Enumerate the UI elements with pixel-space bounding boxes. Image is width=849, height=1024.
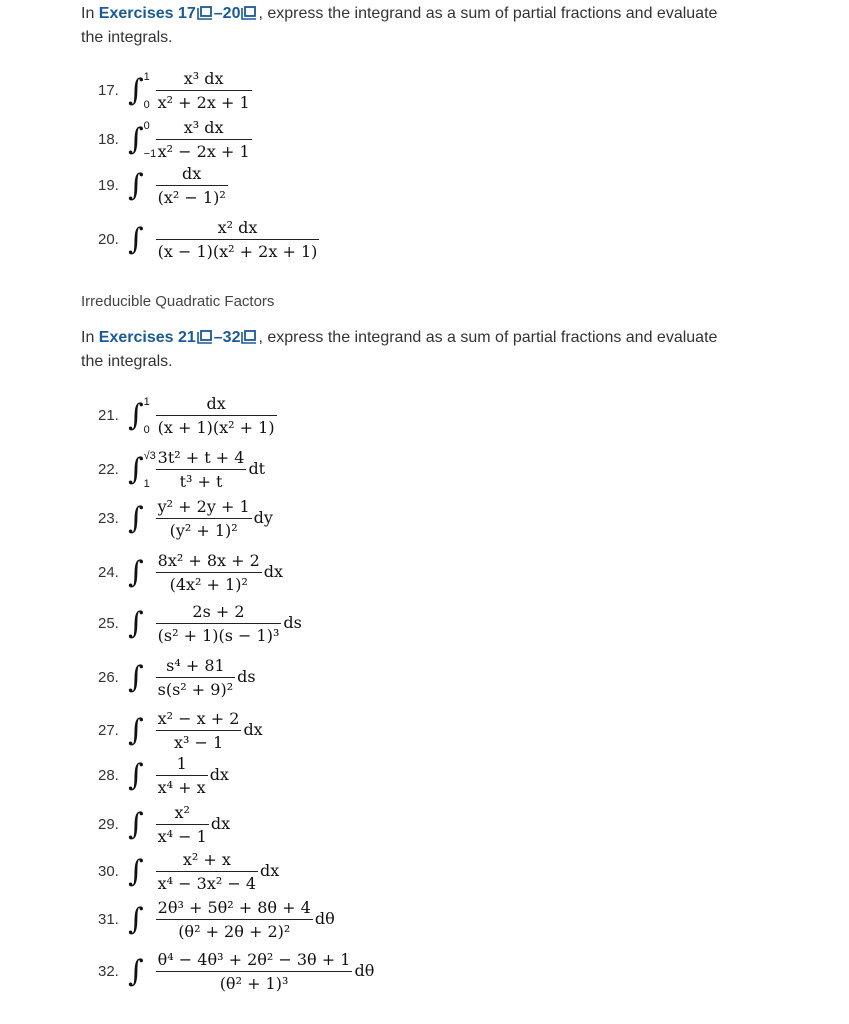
denominator: (y² + 1)² bbox=[156, 518, 252, 542]
problem-integral bbox=[128, 896, 335, 943]
integral-limits bbox=[144, 852, 156, 892]
integral-sign: ∫ bbox=[128, 222, 144, 257]
exercises-17-link[interactable]: Exercises 17 bbox=[98, 5, 196, 22]
integral-sign: ∫ bbox=[128, 954, 144, 989]
differential: dx bbox=[263, 562, 284, 581]
integrand-fraction bbox=[156, 495, 252, 542]
problem-number: 21. bbox=[98, 407, 119, 424]
numerator: dx bbox=[206, 394, 226, 413]
problem-integral bbox=[128, 446, 265, 493]
numerator: 8x² + 8x + 2 bbox=[157, 551, 260, 570]
exercises-20-link[interactable]: –20 bbox=[213, 5, 241, 22]
denominator: x³ − 1 bbox=[156, 730, 242, 754]
differential: dx bbox=[210, 814, 231, 833]
integrand-fraction bbox=[156, 752, 208, 799]
problem-number: 28. bbox=[98, 767, 119, 784]
denominator: s(s² + 9)² bbox=[156, 677, 236, 701]
differential: dx bbox=[243, 720, 263, 739]
denominator: x² + 2x + 1 bbox=[156, 90, 252, 114]
problem-integral bbox=[128, 654, 256, 701]
problem-integral bbox=[128, 162, 230, 209]
problem-number: 30. bbox=[98, 863, 119, 880]
integrand-fraction bbox=[156, 848, 258, 895]
denominator: x² − 2x + 1 bbox=[156, 139, 252, 163]
numerator: 2θ³ + 5θ² + 8θ + 4 bbox=[157, 898, 311, 917]
integral-limits bbox=[144, 120, 156, 160]
integral-limits bbox=[144, 166, 156, 206]
lower-limit: 0 bbox=[143, 423, 150, 436]
integrand-fraction bbox=[156, 801, 209, 848]
problem-number: 19. bbox=[98, 177, 119, 194]
denominator: (θ² + 2θ + 2)² bbox=[156, 919, 313, 943]
integrand-fraction bbox=[156, 392, 277, 439]
problem-integral bbox=[128, 848, 279, 895]
problem-number: 24. bbox=[98, 564, 119, 581]
denominator: x⁴ − 1 bbox=[156, 824, 209, 848]
problem-integral bbox=[128, 752, 229, 799]
problem-integral bbox=[128, 707, 263, 754]
numerator: dx bbox=[182, 164, 202, 183]
problem-number: 27. bbox=[98, 722, 119, 739]
differential: dx bbox=[260, 861, 280, 880]
integral-limits bbox=[144, 71, 156, 111]
integral-sign: ∫ bbox=[128, 501, 144, 536]
integral-sign: ∫ bbox=[128, 73, 144, 108]
integral-limits bbox=[144, 756, 156, 796]
denominator: (s² + 1)(s − 1)³ bbox=[156, 623, 282, 647]
problem-number: 25. bbox=[98, 615, 119, 632]
integrand-fraction bbox=[156, 67, 252, 114]
numerator: x³ dx bbox=[183, 69, 224, 88]
upper-limit: 1 bbox=[143, 70, 150, 83]
problem-integral bbox=[128, 67, 254, 114]
differential: dy bbox=[253, 508, 273, 527]
integrand-fraction bbox=[156, 116, 252, 163]
problem-number: 31. bbox=[98, 911, 119, 928]
problem-integral bbox=[128, 948, 374, 995]
integral-limits bbox=[144, 604, 156, 644]
integrand-fraction bbox=[156, 549, 262, 596]
numerator: y² + 2y + 1 bbox=[157, 497, 250, 516]
integral-limits bbox=[144, 658, 156, 698]
integral-sign: ∫ bbox=[128, 807, 144, 842]
denominator: (4x² + 1)² bbox=[156, 572, 262, 596]
problem-number: 20. bbox=[98, 231, 119, 248]
integrand-fraction bbox=[156, 162, 228, 209]
problem-integral bbox=[128, 216, 321, 263]
book-icon[interactable] bbox=[241, 6, 257, 20]
differential: ds bbox=[237, 667, 256, 686]
exercises-21-link[interactable]: Exercises 21 bbox=[98, 329, 196, 346]
denominator: (x − 1)(x² + 2x + 1) bbox=[156, 239, 320, 263]
denominator: x⁴ + x bbox=[156, 775, 208, 799]
section-heading: Irreducible Quadratic Factors bbox=[81, 293, 275, 310]
denominator: x⁴ − 3x² − 4 bbox=[156, 871, 258, 895]
upper-limit: 0 bbox=[143, 119, 150, 132]
differential: dθ bbox=[314, 909, 335, 928]
integral-limits bbox=[144, 711, 156, 751]
differential: dt bbox=[248, 459, 266, 478]
integrand-fraction bbox=[156, 654, 236, 701]
integrand-fraction bbox=[156, 948, 353, 995]
denominator: (x² − 1)² bbox=[156, 185, 228, 209]
integral-limits bbox=[144, 220, 156, 260]
denominator: (θ² + 1)³ bbox=[156, 971, 353, 995]
upper-limit: 1 bbox=[143, 395, 150, 408]
book-icon[interactable] bbox=[197, 6, 213, 20]
book-icon[interactable] bbox=[197, 330, 213, 344]
problem-number: 23. bbox=[98, 510, 119, 527]
integrand-fraction bbox=[156, 707, 242, 754]
integral-limits bbox=[144, 805, 156, 845]
numerator: x² − x + 2 bbox=[157, 709, 240, 728]
numerator: 1 bbox=[176, 754, 187, 773]
lower-limit: 0 bbox=[143, 98, 150, 111]
differential: ds bbox=[283, 613, 302, 632]
denominator: t³ + t bbox=[156, 469, 247, 493]
integral-sign: ∫ bbox=[128, 122, 144, 157]
integral-limits bbox=[144, 450, 156, 490]
integral-sign: ∫ bbox=[128, 660, 144, 695]
integrand-fraction bbox=[156, 896, 313, 943]
exercises-32-link[interactable]: –32 bbox=[213, 329, 241, 346]
intro-paragraph-1: In Exercises 17 –20 , express the integrand as a sum of partial fractions and evaluate the integrals. bbox=[81, 5, 718, 46]
numerator: x² dx bbox=[217, 218, 258, 237]
integral-sign: ∫ bbox=[128, 902, 144, 937]
differential: dx bbox=[209, 765, 229, 784]
numerator: x² + x bbox=[182, 850, 231, 869]
integral-sign: ∫ bbox=[128, 168, 144, 203]
problem-number: 18. bbox=[98, 131, 119, 148]
numerator: s⁴ + 81 bbox=[166, 656, 225, 675]
problem-number: 22. bbox=[98, 461, 119, 478]
integral-sign: ∫ bbox=[128, 713, 144, 748]
lower-limit: 1 bbox=[143, 477, 150, 490]
integral-sign: ∫ bbox=[128, 398, 144, 433]
problem-integral bbox=[128, 392, 279, 439]
book-icon[interactable] bbox=[241, 330, 257, 344]
problem-integral bbox=[128, 600, 302, 647]
problem-number: 17. bbox=[98, 82, 119, 99]
integral-limits bbox=[144, 952, 156, 992]
lower-limit: −1 bbox=[143, 147, 157, 160]
problem-integral bbox=[128, 116, 254, 163]
integral-limits bbox=[144, 396, 156, 436]
numerator: x² bbox=[174, 803, 190, 822]
denominator: (x + 1)(x² + 1) bbox=[156, 415, 277, 439]
integral-sign: ∫ bbox=[128, 854, 144, 889]
integrand-fraction bbox=[156, 600, 282, 647]
integrand-fraction bbox=[156, 216, 320, 263]
numerator: x³ dx bbox=[183, 118, 224, 137]
integrand-fraction bbox=[156, 446, 247, 493]
integral-sign: ∫ bbox=[128, 606, 144, 641]
intro-paragraph-2: In Exercises 21 –32 , express the integrand as a sum of partial fractions and evaluate the integrals. bbox=[81, 329, 718, 370]
integral-limits bbox=[144, 900, 156, 940]
problem-number: 32. bbox=[98, 963, 119, 980]
upper-limit: √3 bbox=[143, 449, 156, 462]
numerator: θ⁴ − 4θ³ + 2θ² − 3θ + 1 bbox=[157, 950, 351, 969]
integral-limits bbox=[144, 499, 156, 539]
integral-limits bbox=[144, 553, 156, 593]
problem-number: 26. bbox=[98, 669, 119, 686]
problem-integral bbox=[128, 495, 273, 542]
integral-sign: ∫ bbox=[128, 452, 144, 487]
problem-integral bbox=[128, 549, 283, 596]
numerator: 2s + 2 bbox=[192, 602, 245, 621]
integral-sign: ∫ bbox=[128, 758, 144, 793]
numerator: 3t² + t + 4 bbox=[157, 448, 245, 467]
problem-integral bbox=[128, 801, 230, 848]
differential: dθ bbox=[354, 961, 375, 980]
problem-number: 29. bbox=[98, 816, 119, 833]
integral-sign: ∫ bbox=[128, 555, 144, 590]
